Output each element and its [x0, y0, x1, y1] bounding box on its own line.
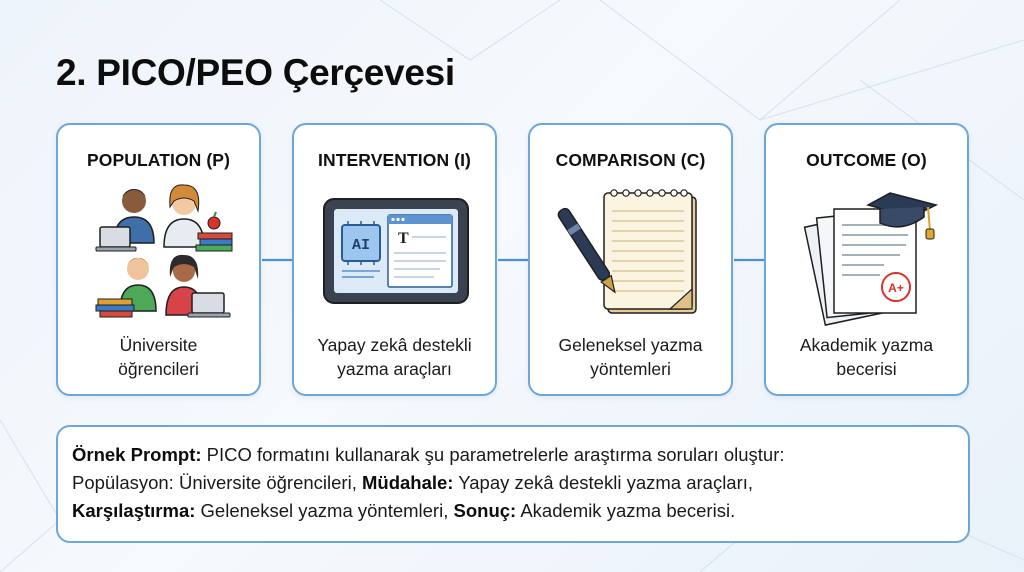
card-heading: COMPARISON (C) — [555, 150, 706, 170]
card-comparison — [528, 123, 733, 396]
card-heading: INTERVENTION (I) — [318, 150, 471, 170]
example-prompt-box — [56, 425, 970, 543]
card-caption — [776, 333, 957, 381]
intervention-label: Müdahale: — [361, 472, 454, 493]
grade-label: A+ — [888, 281, 904, 295]
card-intervention — [292, 123, 497, 396]
card-population — [56, 123, 261, 396]
outcome-value: Akademik yazma becerisi. — [516, 500, 736, 521]
card-caption — [540, 333, 721, 381]
ai-label: AI — [351, 237, 371, 254]
caption-line: öğrencileri — [118, 359, 199, 379]
caption-line: Akademik yazma — [799, 335, 934, 355]
card-caption — [68, 333, 249, 381]
caption-line: Yapay zekâ destekli — [317, 335, 472, 355]
comparison-label: Karşılaştırma: — [72, 500, 196, 521]
graded-paper-icon — [788, 177, 948, 327]
population-text: Popülasyon: — [72, 472, 174, 493]
card-caption — [304, 333, 485, 381]
ai-tablet-icon — [316, 177, 476, 327]
caption-line: becerisi — [836, 359, 897, 379]
notepad-pen-icon — [552, 177, 712, 327]
caption-line: yazma araçları — [337, 359, 452, 379]
students-icon — [80, 177, 240, 327]
comparison-value: Geleneksel yazma yöntemleri, — [195, 500, 454, 521]
card-outcome — [764, 123, 969, 396]
prompt-intro-text: PICO formatını kullanarak şu parametrelerle araştırma soruları oluştur: — [201, 444, 785, 465]
caption-line: Geleneksel yazma — [558, 335, 703, 355]
population-value: Üniversite öğrencileri, — [173, 472, 362, 493]
outcome-label: Sonuç: — [453, 500, 517, 521]
caption-line: yöntemleri — [590, 359, 671, 379]
intervention-value: Yapay zekâ destekli yazma araçları, — [453, 472, 754, 493]
caption-line: Üniversite — [119, 335, 198, 355]
page-title: 2. PICO/PEO Çerçevesi — [56, 52, 455, 93]
card-heading: OUTCOME (O) — [806, 150, 927, 170]
text-tool-label: T — [398, 230, 409, 247]
prompt-label: Örnek Prompt: — [72, 444, 202, 465]
card-heading: POPULATION (P) — [86, 150, 230, 170]
